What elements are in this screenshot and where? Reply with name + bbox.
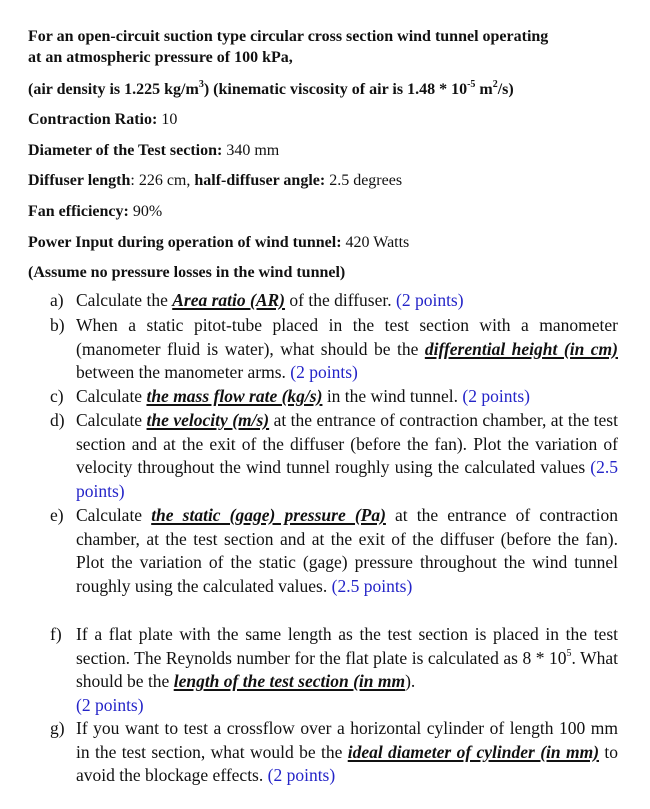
param-power-input: Power Input during operation of wind tunnel: 420 Watts bbox=[28, 234, 410, 251]
points-label: (2.5 points) bbox=[331, 575, 413, 596]
problem-intro bbox=[28, 26, 628, 68]
key-term: ideal diameter of cylinder (in mm) bbox=[347, 741, 600, 762]
question-a: a) Calculate the Area ratio (AR) of the diffuser. (2 points) bbox=[50, 290, 464, 310]
points-label: (2.5 points) bbox=[76, 457, 618, 501]
question-e: e) Calculate the static (gage) pressure (Pa) at the entrance of contraction chamber, at the test section and at the exit of the diffuser (before the fan). Plot the variation of the static (gage) pressure throughout the wind tunnel roughly using the calculated values. (2.5 points) bbox=[50, 505, 619, 596]
assumption-note: (Assume no pressure losses in the wind tunnel) bbox=[28, 264, 346, 281]
key-term: differential height (in cm) bbox=[424, 338, 618, 359]
key-term: the static (gage) pressure (Pa) bbox=[151, 505, 386, 525]
points-label: (2 points) bbox=[76, 694, 144, 715]
points-label: (2 points) bbox=[396, 290, 464, 310]
question-b: b) When a static pitot-tube placed in the test section with a manometer (manometer fluid is water), what should be the differential height (in cm) between the manometer arms. (2 points) bbox=[50, 315, 618, 383]
points-label: (2 points) bbox=[462, 386, 530, 406]
question-g: g) If you want to test a crossflow over a horizontal cylinder of length 100 mm in the test section, what would be the ideal diameter of cylinder (in mm) to avoid the blockage effects. (2 points) bbox=[50, 718, 618, 786]
param-contraction-ratio: Contraction Ratio: 10 bbox=[28, 111, 178, 128]
param-test-section-diameter: Diameter of the Test section: 340 mm bbox=[28, 142, 280, 159]
key-term: the mass flow rate (kg/s) bbox=[146, 386, 323, 406]
param-diffuser: Diffuser length: 226 cm, half-diffuser angle: 2.5 degrees bbox=[28, 172, 403, 189]
points-label: (2 points) bbox=[290, 362, 358, 383]
question-d: d) Calculate the velocity (m/s) at the entrance of contraction chamber, at the test section and at the exit of the diffuser (before the fan). Plot the variation of velocity throughout the wind tunnel roughly using the calculated values (2.5 points) bbox=[50, 410, 618, 501]
intro-line-2: at an atmospheric pressure of 100 kPa, bbox=[28, 49, 293, 66]
fluid-properties: (air density is 1.225 $kg/m^3$) (kinematic viscosity of air is $1.48 * 10^{-5}$ $m^2/s$) bbox=[28, 78, 514, 98]
question-c: c) Calculate the mass flow rate (kg/s) in the wind tunnel. (2 points) bbox=[50, 386, 530, 406]
question-f: f) If a flat plate with the same length as the test section is placed in the test section. The Reynolds number for the flat plate is calculated as $8 * 10^5$. What should be the length of the test section (in mm). (2 points) bbox=[50, 624, 618, 715]
param-fan-efficiency: Fan efficiency: 90% bbox=[28, 203, 163, 220]
intro-line-1: For an open-circuit suction type circular cross section wind tunnel operating bbox=[28, 28, 549, 45]
points-label: (2 points) bbox=[267, 765, 336, 786]
key-term: the velocity (m/s) bbox=[146, 410, 270, 430]
key-term: length of the test section (in mm bbox=[173, 671, 406, 692]
key-term: Area ratio (AR) bbox=[172, 290, 286, 310]
